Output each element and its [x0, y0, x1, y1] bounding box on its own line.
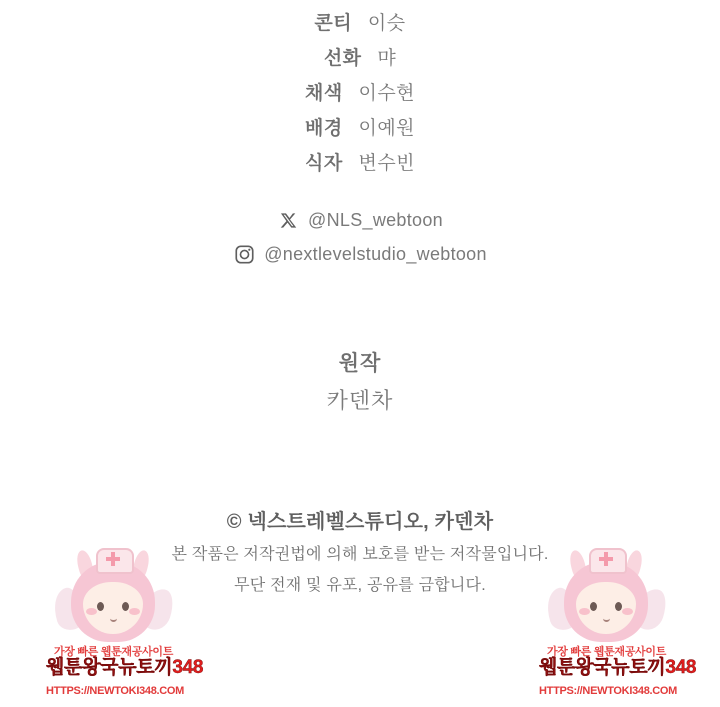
watermark-left	[46, 546, 204, 701]
watermark-right	[539, 546, 697, 701]
mascot-illustration	[551, 546, 661, 656]
eye-left	[97, 602, 104, 611]
legal-line-2: 무단 전재 및 유포, 공유를 금합니다.	[234, 577, 486, 594]
cheek-left	[86, 608, 97, 615]
cheek-right	[129, 608, 140, 615]
cheek-left	[579, 608, 590, 615]
watermark-url: HTTPS://NEWTOKI348.COM	[46, 685, 185, 697]
original-work	[0, 348, 720, 422]
copyright-line: © 넥스트레벨스튜디오, 카덴차	[226, 511, 494, 533]
instagram-handle: @nextlevelstudio_webtoon	[264, 243, 487, 264]
credit-row	[0, 41, 720, 76]
mascot-illustration	[58, 546, 168, 656]
cheek-right	[622, 608, 633, 615]
hat-cross-horizontal	[106, 557, 120, 561]
credit-name: 이슷	[367, 13, 406, 34]
social-links	[0, 203, 720, 271]
eye-left	[590, 602, 597, 611]
watermark-site-number: 348	[665, 657, 697, 678]
credit-role: 채색	[304, 83, 343, 104]
legal-line-1: 본 작품은 저작권법에 의해 보호를 받는 저작물입니다.	[171, 546, 549, 563]
credit-role: 배경	[304, 118, 343, 139]
nurse-hat	[589, 548, 627, 574]
credit-role: 선화	[323, 48, 362, 69]
eye-right	[615, 602, 622, 611]
watermark-site	[539, 652, 697, 679]
watermark-tagline: 가장 빠른 웹툰재공사이트	[53, 646, 174, 658]
watermark-site-name: 웹툰왕국뉴토끼	[539, 657, 666, 678]
eye-right	[122, 602, 129, 611]
credit-name: 이수현	[358, 83, 416, 104]
credit-row	[0, 6, 720, 41]
social-row-x[interactable]	[0, 203, 720, 237]
watermark-url: HTTPS://NEWTOKI348.COM	[539, 685, 678, 697]
hat-cross-horizontal	[599, 557, 613, 561]
credit-row	[0, 76, 720, 111]
x-twitter-icon	[277, 209, 299, 231]
credit-name: 먀	[377, 48, 397, 69]
watermark-site	[46, 652, 204, 679]
watermark-tagline: 가장 빠른 웹툰재공사이트	[546, 646, 667, 658]
credits-list	[0, 6, 720, 181]
watermark-site-number: 348	[172, 657, 204, 678]
nurse-hat	[96, 548, 134, 574]
original-label: 원작	[338, 352, 382, 375]
credit-name: 이예원	[358, 118, 416, 139]
credit-name: 변수빈	[358, 153, 416, 174]
credit-row	[0, 111, 720, 146]
credit-role: 콘티	[314, 13, 353, 34]
instagram-icon	[233, 243, 255, 265]
watermark-site-name: 웹툰왕국뉴토끼	[46, 657, 173, 678]
credit-row	[0, 146, 720, 181]
x-handle: @NLS_webtoon	[308, 209, 443, 230]
original-name: 카덴차	[326, 388, 394, 413]
social-row-instagram[interactable]	[0, 237, 720, 271]
credit-role: 식자	[304, 153, 343, 174]
